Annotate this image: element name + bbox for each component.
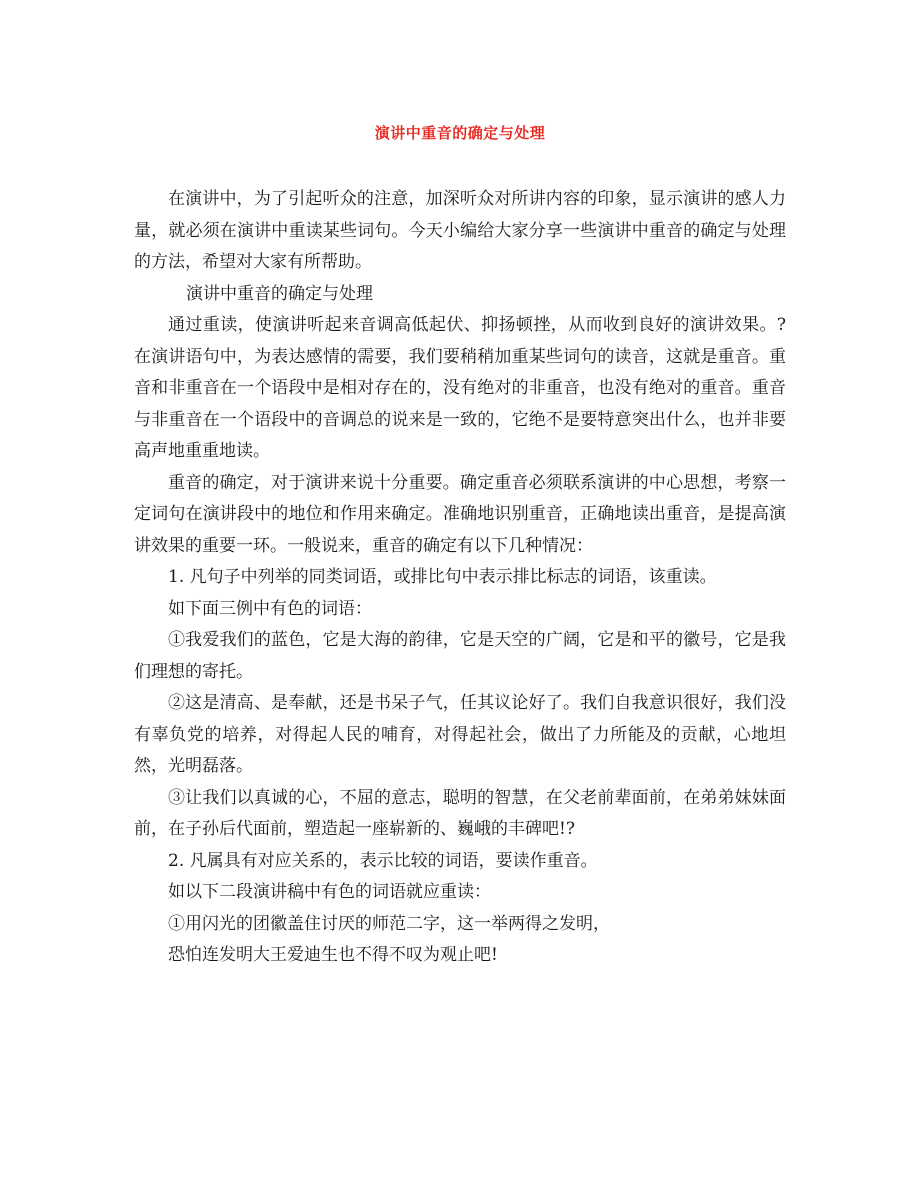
paragraph-stress-importance: 重音的确定，对于演讲来说十分重要。确定重音必须联系演讲的中心思想，考察一定词句在演讲段中的地位和作用来确定。准确地识别重音，正确地读出重音，是提高演讲效果的重要一环。一般说来，重音的确定有以下几种情况： (134, 472, 786, 556)
paragraph-example-2: ②这是清高、是奉献，还是书呆子气，任其议论好了。我们自我意识很好，我们没有辜负党的培养，对得起人民的哺育，对得起社会，做出了力所能及的贡献，心地坦然，光明磊落。 (134, 693, 786, 776)
paragraph-intro: 在演讲中，为了引起听众的注意，加深听众对所讲内容的印象，显示演讲的感人力量，就必须在演讲中重读某些词句。今天小编给大家分享一些演讲中重音的确定与处理的方法，希望对大家有所帮助。 (134, 189, 786, 272)
paragraph-example-4: ①用闪光的团徽盖住讨厌的师范二字，这一举两得之发明， (168, 913, 610, 934)
document-title: 演讲中重音的确定与处理 (374, 124, 546, 142)
paragraph-example-intro-2: 如以下二段演讲稿中有色的词语就应重读： (168, 882, 491, 902)
paragraph-example-intro-1: 如下面三例中有色的词语： (168, 598, 372, 619)
paragraph-example-4-continued: 恐怕连发明大王爱迪生也不得不叹为观止吧! (168, 945, 498, 965)
paragraph-stress-definition: 通过重读，使演讲听起来音调高低起伏、抑扬顿挫，从而收到良好的演讲效果。? 在演讲语句中，为表达感情的需要，我们要稍稍加重某些词句的读音，这就是重音。重音和非重音在一个语段中是相对存在的，没有绝对的非重音，也没有绝对的重音。重音与非重音在一个语段中的音调总的说来是一致的，它绝不是要特意突出什么，也并非要高声地重重地读。 (134, 315, 786, 461)
paragraph-example-1: ①我爱我们的蓝色，它是大海的韵律，它是天空的广阔，它是和平的徽号，它是我们理想的寄托。 (134, 630, 786, 682)
document-body (134, 184, 786, 972)
paragraph-example-3: ③让我们以真诚的心，不屈的意志，聪明的智慧，在父老前辈面前，在弟弟妹妹面前，在子孙后代面前，塑造起一座崭新的、巍峨的丰碑吧!? (134, 787, 786, 839)
section-heading: 演讲中重音的确定与处理 (186, 283, 373, 304)
paragraph-rule-1: 1. 凡句子中列举的同类词语，或排比句中表示排比标志的词语，该重读。 (168, 567, 717, 587)
paragraph-rule-2: 2. 凡属具有对应关系的，表示比较的词语，要读作重音。 (168, 850, 598, 871)
